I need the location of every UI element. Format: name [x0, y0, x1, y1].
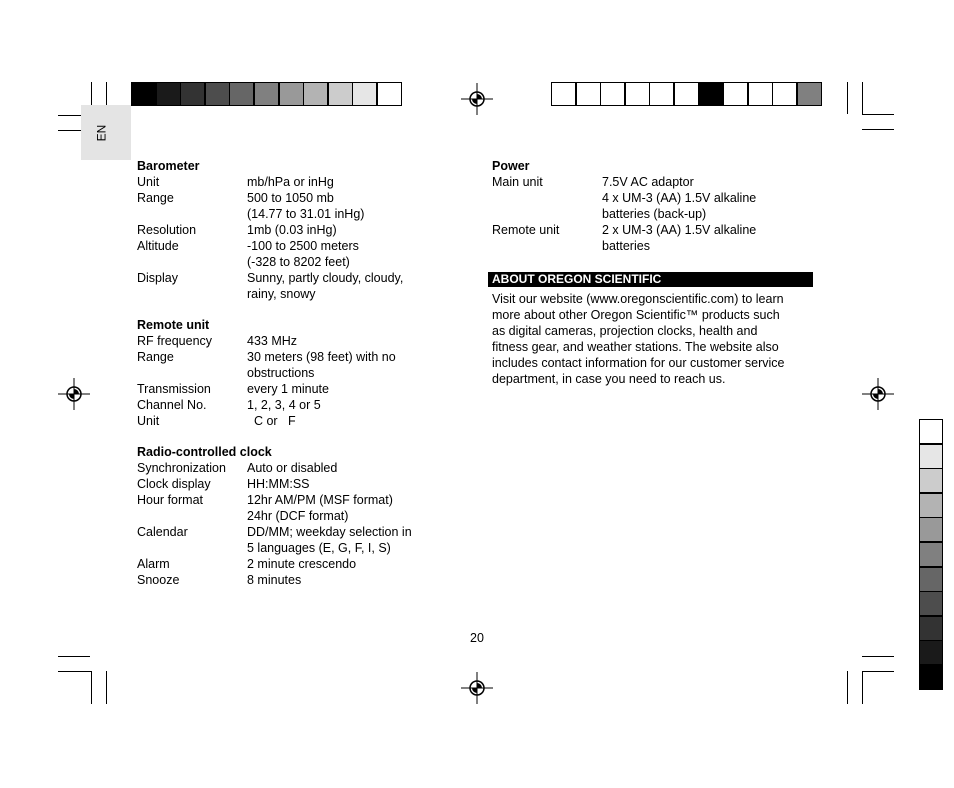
spec-value: 5 languages (E, G, F, I, S) [247, 541, 391, 555]
spec-row [137, 572, 437, 588]
spec-row [492, 174, 813, 190]
power-heading: Power [492, 159, 530, 173]
color-bar-top-left-swatch [205, 82, 230, 106]
color-bar-top-right-swatch [551, 82, 576, 106]
spec-value: 1, 2, 3, 4 or 5 [247, 398, 321, 412]
spec-row [137, 333, 437, 349]
spec-row [137, 365, 437, 381]
spec-label: Synchronization [137, 461, 226, 475]
spec-value: obstructions [247, 366, 315, 380]
remote-unit-heading: Remote unit [137, 318, 210, 332]
spec-row [137, 349, 437, 365]
spec-label: Altitude [137, 239, 179, 253]
spec-value: -100 to 2500 meters [247, 239, 359, 253]
spec-label: Calendar [137, 525, 188, 539]
about-line: fitness gear, and weather stations. The website also [492, 340, 779, 354]
color-bar-side-swatch [919, 468, 943, 493]
spec-label [137, 286, 247, 302]
spec-label: Channel No. [137, 398, 207, 412]
registration-mark-top [461, 83, 493, 115]
spec-label [492, 206, 602, 222]
spec-value: 7.5V AC adaptor [602, 175, 694, 189]
color-bar-top-left-swatch [131, 82, 156, 106]
color-bar-top-left-swatch [352, 82, 377, 106]
spec-row [492, 222, 813, 238]
spec-label [492, 238, 602, 254]
spec-label [137, 254, 247, 270]
spec-row [137, 381, 437, 397]
about-line: as digital cameras, projection clocks, health and [492, 324, 758, 338]
spec-row [137, 222, 437, 238]
barometer-heading: Barometer [137, 159, 200, 173]
spec-label: Unit [137, 414, 160, 428]
spec-value: 433 MHz [247, 334, 298, 348]
spec-value: 24hr (DCF format) [247, 509, 349, 523]
spec-row [137, 492, 437, 508]
spec-value: 500 to 1050 mb [247, 191, 334, 205]
spec-row [137, 238, 437, 254]
spec-label: Resolution [137, 223, 197, 237]
spec-value: Auto or disabled [247, 461, 338, 475]
color-bar-top-right-swatch [772, 82, 797, 106]
spec-row [137, 286, 437, 302]
about-line: more about other Oregon Scientific™ products such [492, 308, 780, 322]
color-bar-side-swatch [919, 665, 943, 690]
spec-value: batteries (back-up) [602, 207, 707, 221]
spec-value: 2 x UM-3 (AA) 1.5V alkaline [602, 223, 757, 237]
spec-value: HH:MM:SS [247, 477, 310, 491]
spec-label: Transmission [137, 382, 211, 396]
spec-label: Range [137, 350, 174, 364]
color-bar-top-right-swatch [576, 82, 601, 106]
spec-value: mb/hPa or inHg [247, 175, 334, 189]
language-tab [81, 105, 131, 160]
spec-value: 2 minute crescendo [247, 557, 357, 571]
color-bar-top-right-swatch [699, 82, 724, 106]
color-bar-top-right-swatch [748, 82, 773, 106]
remote-unit-spec-list [137, 333, 437, 429]
color-bar-side-swatch [919, 542, 943, 567]
color-bar-top-left-swatch [377, 82, 402, 106]
spec-row [492, 206, 813, 222]
about-line: department, in case you need to reach us. [492, 372, 726, 386]
spec-row [137, 556, 437, 572]
spec-row [137, 206, 437, 222]
color-bar-top-right-swatch [723, 82, 748, 106]
spec-label: Remote unit [492, 223, 560, 237]
color-bar-side-swatch [919, 444, 943, 469]
left-column [137, 158, 437, 588]
spec-label [137, 508, 247, 524]
spec-row [492, 190, 813, 206]
about-paragraph [488, 291, 813, 387]
registration-mark-bottom [461, 672, 493, 704]
color-bar-side-swatch [919, 567, 943, 592]
spec-row [137, 460, 437, 476]
color-bar-top-right-swatch [600, 82, 625, 106]
spec-label: Unit [137, 175, 160, 189]
color-bar-side-swatch [919, 419, 943, 444]
language-tab-label: EN [94, 124, 109, 141]
spec-row [137, 413, 437, 429]
spec-value: DD/MM; weekday selection in [247, 525, 412, 539]
registration-mark-left [58, 378, 90, 410]
radio-clock-spec-list [137, 460, 437, 588]
spec-label [137, 365, 247, 381]
spec-value: 12hr AM/PM (MSF format) [247, 493, 393, 507]
spec-value: 30 meters (98 feet) with no [247, 350, 396, 364]
color-bar-top-left-swatch [328, 82, 353, 106]
color-bar-top-right-swatch [674, 82, 699, 106]
spec-value: (14.77 to 31.01 inHg) [247, 207, 365, 221]
spec-value: batteries [602, 239, 650, 253]
spec-label: Display [137, 271, 178, 285]
spec-row [137, 174, 437, 190]
color-bar-top-left-swatch [254, 82, 279, 106]
radio-clock-heading: Radio-controlled clock [137, 445, 272, 459]
spec-row [137, 254, 437, 270]
spec-label: Range [137, 191, 174, 205]
spec-label: Hour format [137, 493, 203, 507]
spec-value: (-328 to 8202 feet) [247, 255, 350, 269]
color-bar-side-swatch [919, 517, 943, 542]
power-spec-list [488, 174, 813, 254]
color-bar-top-left-swatch [229, 82, 254, 106]
spec-value: rainy, snowy [247, 287, 316, 301]
spec-value: Sunny, partly cloudy, cloudy, [247, 271, 404, 285]
color-bar-top-left-swatch [303, 82, 328, 106]
color-bar-side-swatch [919, 493, 943, 518]
spec-label: Clock display [137, 477, 211, 491]
spec-row [137, 508, 437, 524]
page-number: 20 [470, 631, 484, 645]
spec-row [137, 190, 437, 206]
spec-row [492, 238, 813, 254]
color-bar-side-swatch [919, 591, 943, 616]
spec-label: RF frequency [137, 334, 213, 348]
spec-value: every 1 minute [247, 382, 329, 396]
spec-label: Snooze [137, 573, 180, 587]
color-bar-top-left-swatch [279, 82, 304, 106]
spec-row [137, 524, 437, 540]
spec-row [137, 397, 437, 413]
spec-label: Main unit [492, 175, 543, 189]
spec-label [492, 190, 602, 206]
spec-label [137, 206, 247, 222]
spec-value: 1mb (0.03 inHg) [247, 223, 337, 237]
color-bar-top-right-swatch [797, 82, 822, 106]
barometer-spec-list [137, 174, 437, 302]
spec-value: 8 minutes [247, 573, 302, 587]
registration-mark-right [862, 378, 894, 410]
spec-label [137, 540, 247, 556]
color-bar-top-left-swatch [180, 82, 205, 106]
about-line: includes contact information for our customer service [492, 356, 785, 370]
color-bar-top-left-swatch [156, 82, 181, 106]
spec-row [137, 476, 437, 492]
about-heading-bar: ABOUT OREGON SCIENTIFIC [488, 272, 813, 287]
spec-row [137, 270, 437, 286]
spec-value: 4 x UM-3 (AA) 1.5V alkaline [602, 191, 757, 205]
spec-value: C or F [247, 414, 296, 428]
right-column [488, 158, 813, 387]
about-line: Visit our website (www.oregonscientific.com) to learn [492, 292, 784, 306]
color-bar-top-right-swatch [625, 82, 650, 106]
spec-label: Alarm [137, 557, 170, 571]
color-bar-top-right-swatch [649, 82, 674, 106]
spec-row [137, 540, 437, 556]
